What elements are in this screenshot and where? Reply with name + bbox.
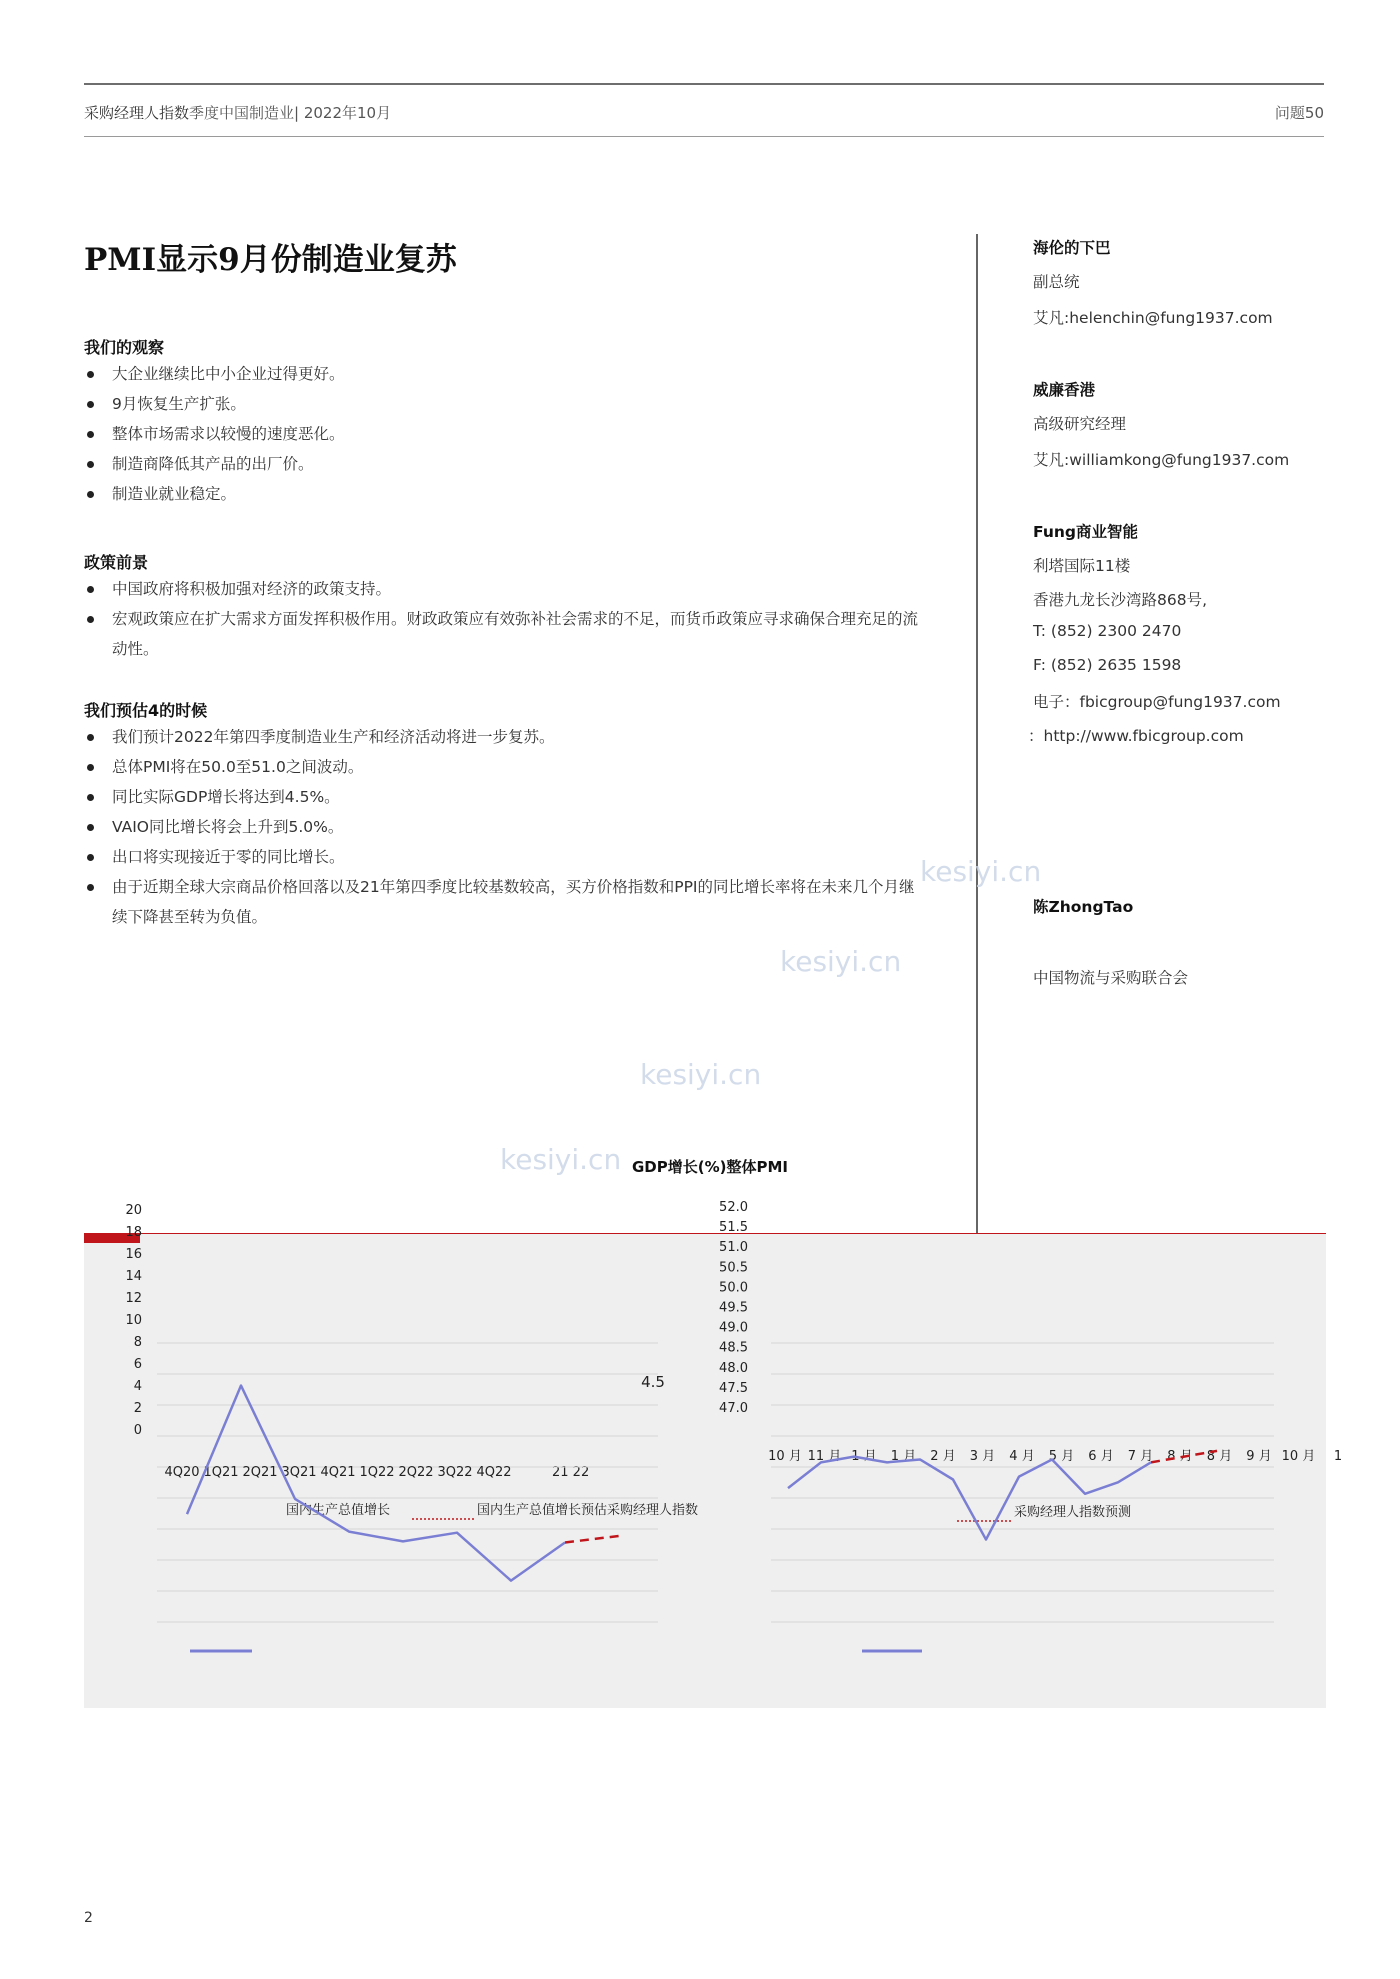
contact-email[interactable]: 艾凡:williamkong@fung1937.com xyxy=(1033,451,1290,469)
org-email[interactable]: 电子：fbicgroup@fung1937.com xyxy=(1033,693,1281,711)
gdp-y-tick-label: 4 xyxy=(133,1379,142,1394)
section-heading-policy: 政策前景 xyxy=(84,553,149,572)
contact-organization: 中国物流与采购联合会 xyxy=(1033,969,1189,987)
pmi-x-tick-label: 1 月 xyxy=(851,1449,877,1464)
list-item: 9月恢复生产扩张。 xyxy=(84,389,924,419)
gdp-legend-forecast-label: 国内生产总值增长预估 xyxy=(477,1503,608,1518)
pmi-y-tick-label: 49.0 xyxy=(719,1320,748,1336)
list-item: 中国政府将积极加强对经济的政策支持。 xyxy=(84,574,924,604)
list-item: VAIO同比增长将会上升到5.0%。 xyxy=(84,812,924,842)
pmi-x-tick-label: 8 月 xyxy=(1206,1449,1233,1464)
gdp-forecast-annotation: 4.5 xyxy=(641,1373,665,1391)
pmi-x-tick-label: 2 月 xyxy=(930,1449,956,1464)
gdp-legend-label: 国内生产总值增长 xyxy=(286,1503,391,1518)
list-item: 整体市场需求以较慢的速度恶化。 xyxy=(84,419,924,449)
contact-name: 海伦的下巴 xyxy=(1033,239,1111,257)
contact-role: 副总统 xyxy=(1033,273,1080,291)
charts-title xyxy=(632,1158,788,1176)
pmi-y-tick-label: 50.5 xyxy=(719,1260,748,1276)
list-item: 宏观政策应在扩大需求方面发挥积极作用。财政政策应有效弥补社会需求的不足，而货币政策应寻求确保合理充足的流动性。 xyxy=(84,604,924,664)
list-item: 总体PMI将在50.0至51.0之间波动。 xyxy=(84,752,924,782)
page-number: 2 xyxy=(84,1910,93,1926)
pmi-legend-forecast-label: 采购经理人指数预测 xyxy=(1014,1505,1132,1520)
org-address-line: 香港九龙长沙湾路868号, xyxy=(1033,591,1208,609)
contact-role: 高级研究经理 xyxy=(1033,415,1127,433)
watermark-text: kesiyi.cn xyxy=(780,945,902,978)
pmi-y-tick-label: 48.5 xyxy=(719,1340,748,1356)
list-item: 大企业继续比中小企业过得更好。 xyxy=(84,359,924,389)
pmi-y-tick-label: 47.5 xyxy=(719,1380,748,1396)
org-fax: F: (852) 2635 1598 xyxy=(1033,656,1182,674)
pmi-chart-title: 整体PMI xyxy=(726,1158,789,1176)
pmi-x-tick-label: 10 月 xyxy=(1281,1449,1316,1464)
contact-email[interactable]: 艾凡:helenchin@fung1937.com xyxy=(1033,309,1273,327)
pmi-x-tick-label: 10 月 xyxy=(768,1449,802,1464)
pmi-y-tick-label: 51.5 xyxy=(719,1220,748,1236)
gdp-chart xyxy=(125,1203,658,1622)
list-item: 我们预计2022年第四季度制造业生产和经济活动将进一步复苏。 xyxy=(84,722,924,752)
gdp-x-tick-label: 4Q20 xyxy=(164,1465,200,1480)
pmi-y-tick-label: 52.0 xyxy=(719,1200,748,1215)
pmi-y-tick-label: 47.0 xyxy=(719,1401,748,1416)
list-item: 同比实际GDP增长将达到4.5%。 xyxy=(84,782,924,812)
gdp-x-tick-label: 2Q21 xyxy=(242,1465,278,1480)
issue-number: 问题50 xyxy=(1274,104,1324,122)
pmi-y-tick-label: 48.0 xyxy=(719,1360,748,1376)
pmi-x-tick-label: 7 月 xyxy=(1127,1449,1154,1464)
org-address-line: 利塔国际11楼 xyxy=(1033,557,1131,575)
pmi-x-tick-label: 6 月 xyxy=(1088,1449,1114,1464)
pmi-x-tick-label: 11 月 xyxy=(807,1449,842,1464)
gdp-y-tick-label: 6 xyxy=(133,1357,142,1372)
list-item: 由于近期全球大宗商品价格回落以及21年第四季度比较基数较高，买方价格指数和PPI的同比增长率将在未来几个月继续下降甚至转为负值。 xyxy=(84,872,924,932)
org-website[interactable]: ：http://www.fbicgroup.com xyxy=(1028,727,1244,745)
gdp-x-tick-label: 4Q22 xyxy=(476,1465,512,1480)
list-item: 出口将实现接近于零的同比增长。 xyxy=(84,842,924,872)
pmi-x-tick-label: 5 月 xyxy=(1048,1449,1075,1464)
gdp-y-tick-label: 12 xyxy=(125,1291,142,1306)
org-telephone: T: (852) 2300 2470 xyxy=(1033,622,1182,640)
gdp-y-tick-label: 18 xyxy=(125,1225,142,1240)
watermark-text: kesiyi.cn xyxy=(500,1143,622,1176)
gdp-forecast-line xyxy=(565,1536,619,1543)
pmi-x-tick-label: 1 xyxy=(1333,1449,1343,1464)
pmi-legend-label: 采购经理人指数 xyxy=(607,1503,699,1518)
pmi-x-tick-label: 4 月 xyxy=(1009,1449,1035,1464)
section-heading-observations: 我们的观察 xyxy=(84,338,165,357)
gdp-chart-title: GDP增长(%) xyxy=(631,1158,727,1176)
contact-name: 陈ZhongTao xyxy=(1033,898,1134,916)
report-series-name: 采购经理人指数 xyxy=(84,104,190,122)
list-item: 制造商降低其产品的出厂价。 xyxy=(84,449,924,479)
org-name: Fung商业智能 xyxy=(1033,523,1138,541)
watermark-text: kesiyi.cn xyxy=(920,855,1042,888)
pmi-x-tick-label: 9 月 xyxy=(1246,1449,1272,1464)
list-item: 制造业就业稳定。 xyxy=(84,479,924,509)
gdp-tick-label: 21 22 xyxy=(552,1465,590,1480)
watermark-text: kesiyi.cn xyxy=(640,1058,762,1091)
gdp-y-tick-label: 20 xyxy=(125,1203,142,1218)
gdp-y-tick-label: 16 xyxy=(125,1247,142,1262)
gdp-y-tick-label: 0 xyxy=(133,1423,142,1438)
pmi-y-tick-label: 49.5 xyxy=(719,1300,748,1316)
contact-name: 威廉香港 xyxy=(1033,381,1096,399)
gdp-y-tick-label: 2 xyxy=(133,1401,142,1416)
gdp-x-tick-label: 1Q21 xyxy=(203,1465,239,1480)
section-heading-forecast: 我们预估4的时候 xyxy=(84,701,208,720)
pmi-chart xyxy=(719,1200,1342,1622)
pmi-x-tick-label: 8 月 xyxy=(1167,1449,1193,1464)
gdp-x-tick-label: 1Q22 xyxy=(359,1465,395,1480)
pmi-x-tick-label: 3 月 xyxy=(969,1449,996,1464)
gdp-y-tick-label: 8 xyxy=(133,1335,142,1350)
gdp-x-tick-label: 4Q21 xyxy=(320,1465,356,1480)
gdp-y-tick-label: 10 xyxy=(125,1313,142,1328)
pmi-x-tick-label: 1 月 xyxy=(890,1449,917,1464)
pmi-y-tick-label: 51.0 xyxy=(719,1240,748,1256)
gdp-x-tick-label: 3Q22 xyxy=(437,1465,473,1480)
gdp-y-tick-label: 14 xyxy=(125,1269,142,1284)
gdp-legend-label xyxy=(477,1502,698,1518)
pmi-y-tick-label: 50.0 xyxy=(719,1280,748,1296)
report-issue-info: 季度中国制造业| 2022年10月 xyxy=(189,104,392,122)
gdp-x-tick-label: 2Q22 xyxy=(398,1465,434,1480)
gdp-x-tick-label: 3Q21 xyxy=(281,1465,317,1480)
gdp-series-line xyxy=(187,1386,565,1581)
page-title: PMI显示9月份制造业复苏 xyxy=(84,242,457,278)
